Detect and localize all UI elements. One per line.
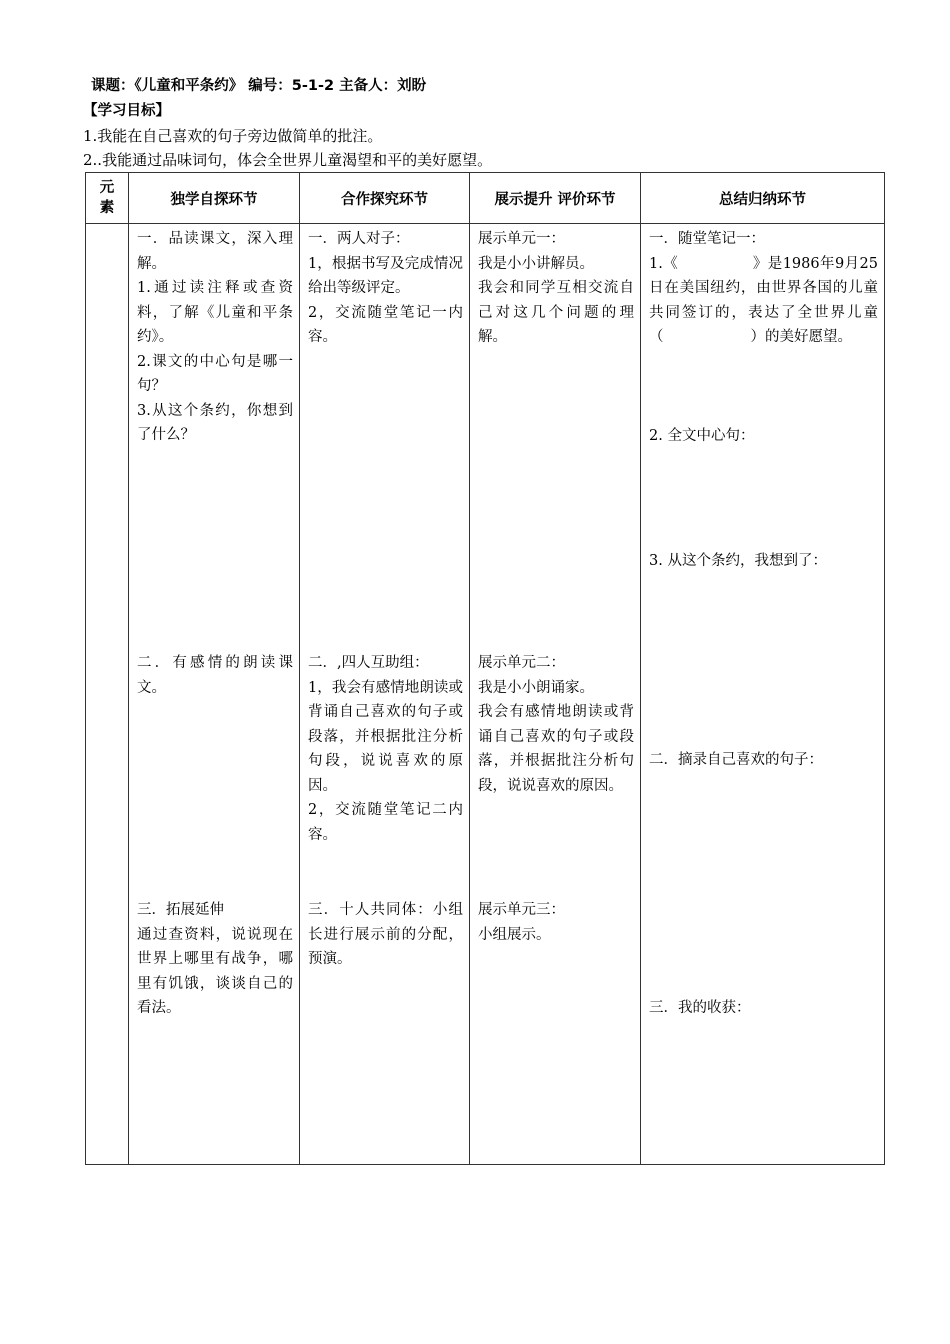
header-element: 元素 [86, 173, 129, 224]
objective-1: 1.我能在自己喜欢的句子旁边做简单的批注。 [83, 127, 383, 145]
summary-block-2: 2. 全文中心句： [649, 428, 755, 444]
display-cell [470, 224, 641, 1165]
summary-block-3: 3. 从这个条约，我想到了： [649, 553, 827, 569]
self-study-block-2: 二．有感情的朗读课文。 [137, 655, 293, 696]
self-study-block-3: 三．拓展延伸 通过查资料，说说现在世界上哪里有战争，哪里有饥饿，谈谈自己的看法。 [137, 902, 293, 1016]
cooperation-block-1: 一．两人对子： 1，根据书写及完成情况给出等级评定。 2，交流随堂笔记一内容。 [308, 231, 463, 345]
header-cooperation: 合作探究环节 [300, 173, 470, 224]
self-study-cell [129, 224, 300, 1165]
summary-block-4: 二．摘录自己喜欢的句子： [649, 752, 823, 768]
header-summary: 总结归纳环节 [641, 173, 885, 224]
objective-2: 2..我能通过品味词句，体会全世界儿童渴望和平的美好愿望。 [83, 151, 493, 169]
lesson-plan-table [85, 172, 885, 1165]
summary-block-5: 三．我的收获： [649, 1000, 751, 1016]
header-self-study: 独学自探环节 [129, 173, 300, 224]
summary-cell [641, 224, 885, 1165]
table-row [86, 224, 885, 1165]
cooperation-cell [300, 224, 470, 1165]
goals-label: 【学习目标】 [83, 103, 170, 119]
header-display: 展示提升 评价环节 [470, 173, 641, 224]
element-cell [86, 224, 129, 1165]
display-block-3: 展示单元三： 小组展示。 [478, 902, 565, 943]
cooperation-block-3: 三．十人共同体：小组长进行展示前的分配，预演。 [308, 902, 463, 967]
cooperation-block-2: 二．,四人互助组： 1，我会有感情地朗读或背诵自己喜欢的句子或段落，并根据批注分析句段，说说喜欢的原因。 2，交流随堂笔记二内容。 [308, 655, 463, 843]
display-block-1: 展示单元一： 我是小小讲解员。 我会和同学互相交流自己对这几个问题的理解。 [478, 231, 634, 345]
summary-block-1: 一．随堂笔记一： 1.《 》是1986年9月25日在美国纽约，由世界各国的儿童共同签订的，表达了全世界儿童（ ）的美好愿望。 [649, 231, 878, 345]
self-study-block-1: 一．品读课文，深入理解。 1.通过读注释或查资料，了解《儿童和平条约》。 2.课文的中心句是哪一句？ 3.从这个条约，你想到了什么？ [137, 231, 293, 443]
table-header-row [86, 173, 885, 224]
lesson-title: 课题：《儿童和平条约》 编号：5-1-2 主备人：刘盼 [91, 78, 427, 94]
display-block-2: 展示单元二： 我是小小朗诵家。 我会有感情地朗读或背诵自己喜欢的句子或段落，并根据批注分析句段，说说喜欢的原因。 [478, 655, 634, 794]
